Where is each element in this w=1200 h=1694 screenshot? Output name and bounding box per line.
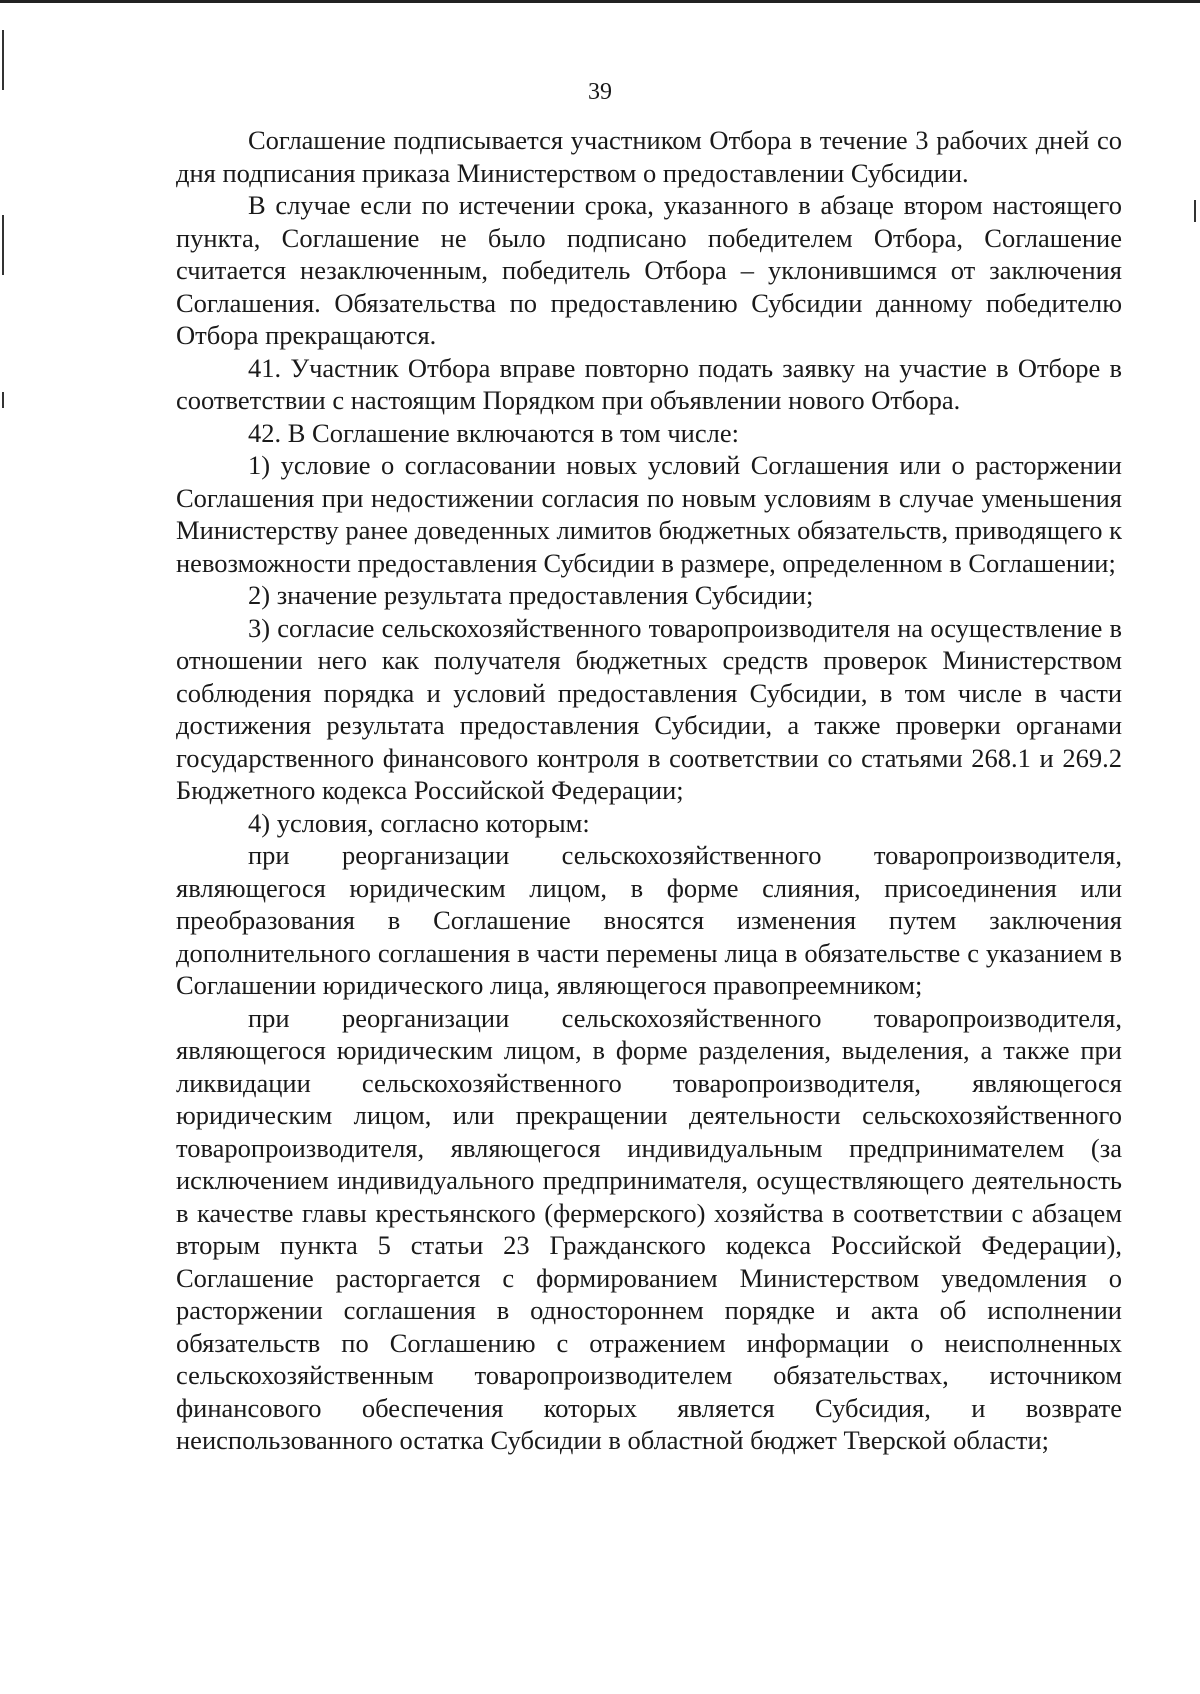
scan-right-edge-mark xyxy=(1194,200,1196,222)
page-number: 39 xyxy=(588,79,612,105)
paragraph: 42. В Соглашение включаются в том числе: xyxy=(248,417,739,448)
paragraph: 1) условие о согласовании новых условий Соглашения или о расторжении Соглашения при недостижении согласия по новым условиям в случае уменьшения Министерству ранее доведенных лимитов бюджетных обязательств, приводящего к невозможности предоставления Субсидии в размере, определенном в Соглашении; xyxy=(176,450,1122,578)
paragraph: 41. Участник Отбора вправе повторно подать заявку на участие в Отборе в соответствии с настоящим Порядком при объявлении нового Отбора. xyxy=(176,352,1122,415)
document-body xyxy=(176,124,1122,1457)
paragraph: при реорганизации сельскохозяйственного товаропроизводителя, являющегося юридическим лицом, в форме разделения, выделения, а также при ликвидации сельскохозяйственного товаропроизводителя, являющегося юридическим лицом, или прекращении деятельности сельскохозяйственного товаропроизводителя, являющегося индивидуальным предпринимателем (за исключением индивидуального предпринимателя, осуществляющего деятельность в качестве главы крестьянского (фермерского) хозяйства в соответствии с абзацем вторым пункта 5 статьи 23 Гражданского кодекса Российской Федерации), Соглашение расторгается с формированием Министерством уведомления о расторжении соглашения в одностороннем порядке и акта об исполнении обязательств по Соглашению с отражением информации о неисполненных сельскохозяйственным товаропроизводителем обязательствах, источником финансового обеспечения которых является Субсидия, и возврате неиспользованного остатка Субсидии в областной бюджет Тверской области; xyxy=(176,1002,1122,1455)
scan-top-border xyxy=(0,0,1200,3)
paragraph: Соглашение подписывается участником Отбора в течение 3 рабочих дней со дня подписания приказа Министерством о предоставлении Субсидии. xyxy=(176,125,1122,188)
paragraph: при реорганизации сельскохозяйственного товаропроизводителя, являющегося юридическим лицом, в форме слияния, присоединения или преобразования в Соглашение вносятся изменения путем заключения дополнительного соглашения в части перемены лица в обязательстве с указанием в Соглашении юридического лица, являющегося правопреемником; xyxy=(176,840,1122,1000)
scan-left-edge-mark xyxy=(2,215,4,275)
paragraph: В случае если по истечении срока, указанного в абзаце втором настоящего пункта, Соглашение не было подписано победителем Отбора, Соглашение считается незаключенным, победитель Отбора – уклонившимся от заключения Соглашения. Обязательства по предоставлению Субсидии данному победителю Отбора прекращаются. xyxy=(176,190,1122,350)
paragraph: 4) условия, согласно которым: xyxy=(248,807,590,838)
scan-left-edge-mark xyxy=(2,392,4,408)
paragraph: 2) значение результата предоставления Субсидии; xyxy=(248,580,814,610)
paragraph: 3) согласие сельскохозяйственного товаропроизводителя на осуществление в отношении него как получателя бюджетных средств проверок Министерством соблюдения порядка и условий предоставления Субсидии, в том числе в части достижения результата предоставления Субсидии, а также проверки органами государственного финансового контроля в соответствии со статьями 268.1 и 269.2 Бюджетного кодекса Российской Федерации; xyxy=(176,612,1122,805)
